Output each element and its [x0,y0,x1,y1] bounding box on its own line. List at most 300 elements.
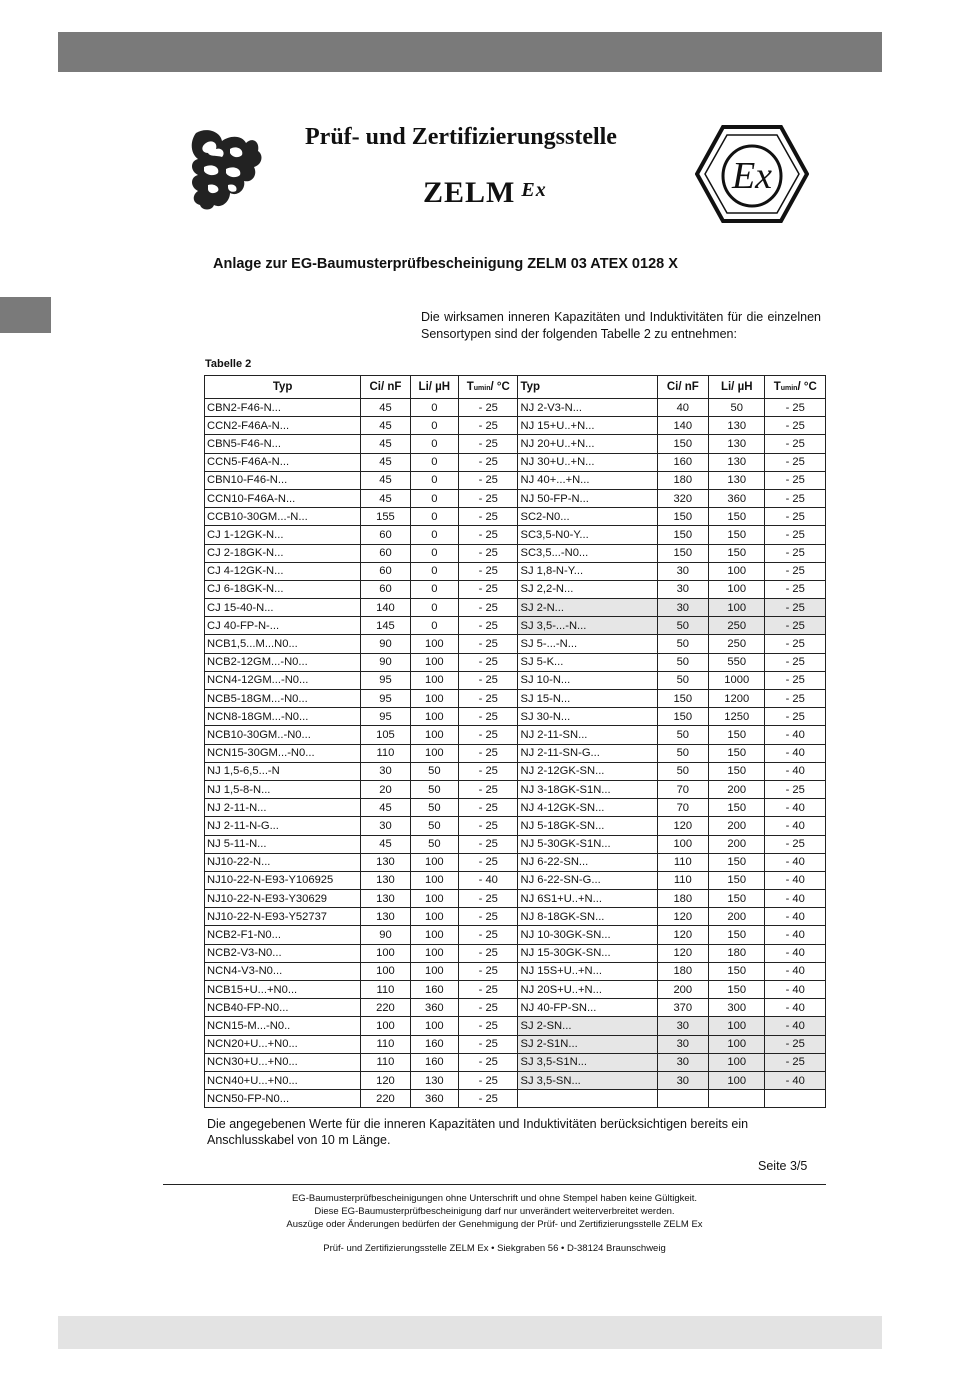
cell-li-2: 150 [709,890,765,908]
cell-ci-2: 30 [657,1053,708,1071]
cell-ci-2: 30 [657,1035,708,1053]
cell-ci-2: 180 [657,962,708,980]
cell-ci-2: 50 [657,635,708,653]
cell-tumin-2: - 40 [765,926,826,944]
cell-li: 0 [410,617,458,635]
cell-typ: NCB1,5...M...N0... [205,635,361,653]
cell-li-2: 100 [709,562,765,580]
ex-mark: Ex [521,179,547,201]
cell-tumin-2: - 25 [765,489,826,507]
table-row [205,926,826,944]
cell-li: 100 [410,853,458,871]
cell-typ-2: SJ 1,8-N-Y... [518,562,657,580]
col-header-ci-2: Ci/ nF [657,376,708,399]
cell-li: 160 [410,1035,458,1053]
cell-ci: 90 [361,635,410,653]
table-row [205,435,826,453]
cell-ci: 45 [361,835,410,853]
bottom-footer-bar [58,1316,882,1349]
cell-typ-2: SJ 2-N... [518,599,657,617]
cell-tumin-2: - 40 [765,871,826,889]
cell-typ: NCN8-18GM...-N0... [205,708,361,726]
cell-tumin: - 25 [459,1017,518,1035]
cell-tumin-2: - 40 [765,999,826,1017]
cell-li: 50 [410,835,458,853]
cell-li: 100 [410,908,458,926]
cell-li-2 [709,1090,765,1108]
cell-li: 100 [410,926,458,944]
cell-li-2: 1000 [709,671,765,689]
cell-tumin: - 25 [459,1053,518,1071]
cell-typ: CJ 2-18GK-N... [205,544,361,562]
table-row [205,726,826,744]
cell-tumin-2 [765,1090,826,1108]
cell-ci: 20 [361,780,410,798]
cell-typ-2: NJ 20S+U..+N... [518,981,657,999]
table-row [205,690,826,708]
table-row [205,671,826,689]
cell-li: 100 [410,690,458,708]
cell-typ: NCN15-30GM...-N0... [205,744,361,762]
table-row [205,1090,826,1108]
lion-coat-of-arms-logo [186,125,266,215]
cell-tumin-2: - 25 [765,562,826,580]
cell-tumin: - 25 [459,508,518,526]
cell-typ: NCB15+U...+N0... [205,981,361,999]
tumin-unit: / °C [490,381,510,393]
cell-li: 100 [410,944,458,962]
cell-tumin: - 25 [459,999,518,1017]
cell-li-2: 150 [709,544,765,562]
cell-tumin: - 25 [459,544,518,562]
cell-typ: CBN2-F46-N... [205,399,361,417]
cell-typ: CBN5-F46-N... [205,435,361,453]
cell-tumin-2: - 40 [765,944,826,962]
table-row [205,799,826,817]
cell-ci: 60 [361,580,410,598]
cell-tumin-2: - 40 [765,890,826,908]
cell-li-2: 150 [709,726,765,744]
cell-ci: 130 [361,908,410,926]
cell-tumin-2: - 25 [765,617,826,635]
col-header-li: Li/ µH [410,376,458,399]
cell-tumin: - 25 [459,799,518,817]
cell-li: 0 [410,399,458,417]
tumin-unit-2: / °C [797,381,817,393]
cell-tumin: - 25 [459,890,518,908]
cell-li-2: 200 [709,835,765,853]
cell-li-2: 100 [709,599,765,617]
cell-typ: NCB5-18GM...-N0... [205,690,361,708]
cell-tumin-2: - 40 [765,726,826,744]
cell-typ: NCN50-FP-N0... [205,1090,361,1108]
cell-typ-2: SJ 5-K... [518,653,657,671]
cell-ci-2: 140 [657,417,708,435]
cell-ci: 45 [361,453,410,471]
cell-li-2: 150 [709,508,765,526]
cell-tumin-2: - 25 [765,544,826,562]
cell-ci-2: 370 [657,999,708,1017]
cell-typ-2: NJ 6-22-SN-G... [518,871,657,889]
cell-tumin: - 25 [459,817,518,835]
table-row [205,417,826,435]
cell-ci: 130 [361,853,410,871]
cell-tumin: - 25 [459,580,518,598]
cell-ci-2: 30 [657,562,708,580]
cell-typ: NCN40+U...+N0... [205,1071,361,1089]
cell-ci: 130 [361,871,410,889]
top-header-bar [58,32,882,72]
cell-typ-2: NJ 40-FP-SN... [518,999,657,1017]
cell-li: 0 [410,417,458,435]
cell-li: 0 [410,599,458,617]
cell-tumin: - 25 [459,562,518,580]
cell-tumin-2: - 25 [765,580,826,598]
cell-ci-2: 30 [657,1071,708,1089]
cell-tumin-2: - 25 [765,599,826,617]
cell-typ-2: NJ 2-12GK-SN... [518,762,657,780]
cell-ci-2: 100 [657,835,708,853]
cell-ci-2: 150 [657,708,708,726]
cell-li-2: 150 [709,762,765,780]
table-row [205,853,826,871]
cell-ci: 110 [361,1053,410,1071]
cell-ci: 30 [361,817,410,835]
cell-typ: CCN10-F46A-N... [205,489,361,507]
table-header-row [205,376,826,399]
cell-ci-2: 30 [657,580,708,598]
table-row [205,399,826,417]
cell-typ-2: SJ 2-S1N... [518,1035,657,1053]
col-header-tumin [459,376,518,399]
issuer-address: Prüf- und Zertifizierungsstelle ZELM Ex • Siekgraben 56 • D-38124 Braunschweig [323,1243,666,1254]
intro-paragraph: Die wirksamen inneren Kapazitäten und Induktivitäten für die einzelnen Sensortypen sind der folgenden Tabelle 2 zu entnehmen: [421,310,821,341]
ex-logo-text: Ex [731,155,773,197]
cell-tumin: - 25 [459,453,518,471]
cell-li-2: 100 [709,1035,765,1053]
cell-tumin-2: - 40 [765,981,826,999]
ex-hexagon-logo [695,124,809,224]
cell-ci-2: 150 [657,526,708,544]
cell-li: 100 [410,962,458,980]
issuer-name-text: ZELM [423,176,516,209]
cell-ci-2: 110 [657,871,708,889]
cell-typ: CJ 6-18GK-N... [205,580,361,598]
table-row [205,471,826,489]
cell-tumin-2: - 25 [765,671,826,689]
cell-tumin: - 25 [459,653,518,671]
cell-tumin: - 25 [459,962,518,980]
cell-ci: 130 [361,890,410,908]
cell-tumin: - 25 [459,762,518,780]
cell-li-2: 150 [709,526,765,544]
table-row [205,562,826,580]
cell-li: 50 [410,780,458,798]
cell-ci: 90 [361,653,410,671]
table-row [205,635,826,653]
sensor-values-table [204,375,826,1108]
cell-ci: 45 [361,399,410,417]
cell-ci: 45 [361,417,410,435]
cell-tumin-2: - 25 [765,1035,826,1053]
cell-typ: CCB10-30GM...-N... [205,508,361,526]
cell-typ: NCB10-30GM..-N0... [205,726,361,744]
cell-li-2: 130 [709,417,765,435]
cell-typ: NJ10-22-N-E93-Y106925 [205,871,361,889]
cell-typ: NCN30+U...+N0... [205,1053,361,1071]
cell-li: 0 [410,562,458,580]
cell-ci-2: 50 [657,671,708,689]
cell-tumin: - 25 [459,417,518,435]
cell-typ-2: NJ 2-V3-N... [518,399,657,417]
cell-ci: 220 [361,999,410,1017]
cell-ci: 95 [361,671,410,689]
table-row [205,817,826,835]
cell-li-2: 150 [709,744,765,762]
cell-typ-2: NJ 50-FP-N... [518,489,657,507]
cell-typ: CBN10-F46-N... [205,471,361,489]
cell-tumin: - 25 [459,853,518,871]
cell-ci-2: 120 [657,926,708,944]
tumin-sub: umin [473,385,491,392]
cell-tumin-2: - 25 [765,835,826,853]
cell-typ-2: SJ 2,2-N... [518,580,657,598]
cell-typ-2: NJ 20+U..+N... [518,435,657,453]
cell-ci-2: 50 [657,726,708,744]
cell-tumin: - 25 [459,617,518,635]
issuer-name [423,176,547,210]
cell-tumin: - 25 [459,1035,518,1053]
cell-li: 0 [410,508,458,526]
col-header-li-2: Li/ µH [709,376,765,399]
cell-tumin-2: - 25 [765,708,826,726]
cell-li-2: 200 [709,908,765,926]
cell-ci-2: 70 [657,780,708,798]
cell-tumin: - 25 [459,726,518,744]
cell-tumin: - 25 [459,671,518,689]
cell-typ-2: SJ 10-N... [518,671,657,689]
cell-ci: 110 [361,1035,410,1053]
cell-tumin: - 25 [459,908,518,926]
cell-ci: 95 [361,690,410,708]
cell-tumin-2: - 40 [765,817,826,835]
cell-ci-2: 180 [657,471,708,489]
cell-tumin-2: - 25 [765,435,826,453]
cell-typ: NJ 2-11-N... [205,799,361,817]
cell-li-2: 130 [709,453,765,471]
table-row [205,762,826,780]
cell-typ-2: SC3,5...-N0... [518,544,657,562]
cell-ci: 110 [361,744,410,762]
cell-li-2: 150 [709,981,765,999]
cell-ci: 60 [361,544,410,562]
cell-tumin: - 25 [459,1090,518,1108]
table-row [205,890,826,908]
table-row [205,744,826,762]
cell-typ-2: SJ 2-SN... [518,1017,657,1035]
cell-tumin: - 25 [459,599,518,617]
cell-typ-2: NJ 5-18GK-SN... [518,817,657,835]
cell-ci: 120 [361,1071,410,1089]
cell-typ: CCN2-F46A-N... [205,417,361,435]
col-header-ci: Ci/ nF [361,376,410,399]
cell-li-2: 360 [709,489,765,507]
cell-ci-2: 150 [657,508,708,526]
cell-ci: 45 [361,489,410,507]
cell-typ-2: NJ 15S+U..+N... [518,962,657,980]
cell-tumin-2: - 40 [765,799,826,817]
cell-ci: 145 [361,617,410,635]
cell-li: 160 [410,1053,458,1071]
disclaimer-line: EG-Baumusterprüfbescheinigungen ohne Unterschrift und ohne Stempel haben keine Gültigkeit. [291,1193,698,1204]
cell-typ: NCB2-F1-N0... [205,926,361,944]
cell-li-2: 250 [709,617,765,635]
cell-li: 0 [410,580,458,598]
cell-tumin: - 25 [459,399,518,417]
table-row [205,981,826,999]
table-row [205,1017,826,1035]
cell-li: 50 [410,817,458,835]
cell-li: 100 [410,1017,458,1035]
cell-li-2: 100 [709,1017,765,1035]
cell-tumin-2: - 40 [765,1017,826,1035]
cell-ci: 45 [361,799,410,817]
cell-ci-2: 50 [657,653,708,671]
table-caption: Tabelle 2 [205,358,252,370]
cell-tumin: - 25 [459,526,518,544]
table-row [205,526,826,544]
issuer-title: Prüf- und Zertifizierungsstelle [305,124,617,150]
cell-tumin-2: - 25 [765,399,826,417]
col-header-typ-2: Typ [518,376,657,399]
document-heading: Anlage zur EG-Baumusterprüfbescheinigung ZELM 03 ATEX 0128 X [213,256,678,272]
cell-li: 100 [410,635,458,653]
cell-li: 0 [410,544,458,562]
cell-typ: NCB2-V3-N0... [205,944,361,962]
cell-tumin-2: - 25 [765,690,826,708]
cell-li-2: 100 [709,580,765,598]
cell-li: 100 [410,653,458,671]
cell-ci-2: 40 [657,399,708,417]
cell-ci-2: 50 [657,744,708,762]
cell-typ-2: SJ 3,5-S1N... [518,1053,657,1071]
cell-tumin: - 25 [459,981,518,999]
cell-ci-2: 120 [657,908,708,926]
cell-ci-2: 50 [657,762,708,780]
table-body [205,399,826,1108]
cell-ci-2: 70 [657,799,708,817]
cell-tumin: - 25 [459,835,518,853]
cell-tumin: - 25 [459,435,518,453]
cell-tumin-2: - 25 [765,635,826,653]
table-row [205,1035,826,1053]
table-row [205,999,826,1017]
cell-typ: NCN20+U...+N0... [205,1035,361,1053]
cell-ci: 60 [361,562,410,580]
tumin-main-2: T [773,381,781,393]
cell-li-2: 150 [709,853,765,871]
cell-tumin-2: - 40 [765,908,826,926]
cell-typ: NJ10-22-N-E93-Y52737 [205,908,361,926]
cell-tumin: - 25 [459,708,518,726]
cell-typ: CJ 4-12GK-N... [205,562,361,580]
cell-li-2: 200 [709,817,765,835]
cell-tumin-2: - 25 [765,780,826,798]
cell-li: 0 [410,453,458,471]
cell-li: 0 [410,435,458,453]
cell-ci-2: 120 [657,817,708,835]
cell-typ-2: NJ 10-30GK-SN... [518,926,657,944]
cell-typ: NCN4-12GM...-N0... [205,671,361,689]
cell-typ: NJ10-22-N... [205,853,361,871]
cell-ci: 60 [361,526,410,544]
cell-typ-2: NJ 30+U..+N... [518,453,657,471]
cell-typ-2: SC3,5-N0-Y... [518,526,657,544]
cell-typ: NJ10-22-N-E93-Y30629 [205,890,361,908]
cell-ci-2: 110 [657,853,708,871]
cell-ci: 100 [361,944,410,962]
cell-li-2: 150 [709,962,765,980]
cell-tumin: - 40 [459,871,518,889]
cell-tumin-2: - 25 [765,471,826,489]
cell-li-2: 150 [709,871,765,889]
cell-typ-2: NJ 40+...+N... [518,471,657,489]
footnote: Die angegebenen Werte für die inneren Kapazitäten und Induktivitäten berücksichtigen bereits ein Anschlusskabel von 10 m Länge. [207,1117,749,1147]
table-row [205,835,826,853]
cell-li-2: 50 [709,399,765,417]
cell-ci-2: 30 [657,599,708,617]
table-row [205,489,826,507]
col-header-typ: Typ [205,376,361,399]
cell-typ-2: SJ 3,5-...-N... [518,617,657,635]
cell-ci: 220 [361,1090,410,1108]
cell-tumin: - 25 [459,690,518,708]
cell-ci-2: 150 [657,435,708,453]
cell-ci-2: 320 [657,489,708,507]
cell-li-2: 130 [709,435,765,453]
page-number: Seite 3/5 [758,1159,808,1173]
cell-tumin: - 25 [459,471,518,489]
cell-tumin-2: - 25 [765,508,826,526]
cell-tumin-2: - 25 [765,453,826,471]
cell-typ-2: SJ 5-...-N... [518,635,657,653]
cell-typ-2: SJ 15-N... [518,690,657,708]
cell-ci: 155 [361,508,410,526]
cell-typ-2: NJ 15+U..+N... [518,417,657,435]
table-row [205,544,826,562]
table-row [205,780,826,798]
cell-tumin-2: - 25 [765,417,826,435]
cell-ci: 110 [361,981,410,999]
cell-li-2: 150 [709,799,765,817]
cell-li-2: 150 [709,926,765,944]
cell-typ: NJ 5-11-N... [205,835,361,853]
cell-ci: 45 [361,471,410,489]
cell-tumin: - 25 [459,1071,518,1089]
cell-tumin: - 25 [459,944,518,962]
cell-li: 100 [410,726,458,744]
cell-typ-2: SJ 3,5-SN... [518,1071,657,1089]
cell-typ: NJ 2-11-N-G... [205,817,361,835]
table-row [205,908,826,926]
cell-typ: NCN15-M...-N0.. [205,1017,361,1035]
cell-tumin-2: - 40 [765,962,826,980]
cell-ci-2: 150 [657,544,708,562]
cell-li: 360 [410,999,458,1017]
cell-li-2: 100 [709,1071,765,1089]
cell-ci: 100 [361,1017,410,1035]
table-row [205,1071,826,1089]
